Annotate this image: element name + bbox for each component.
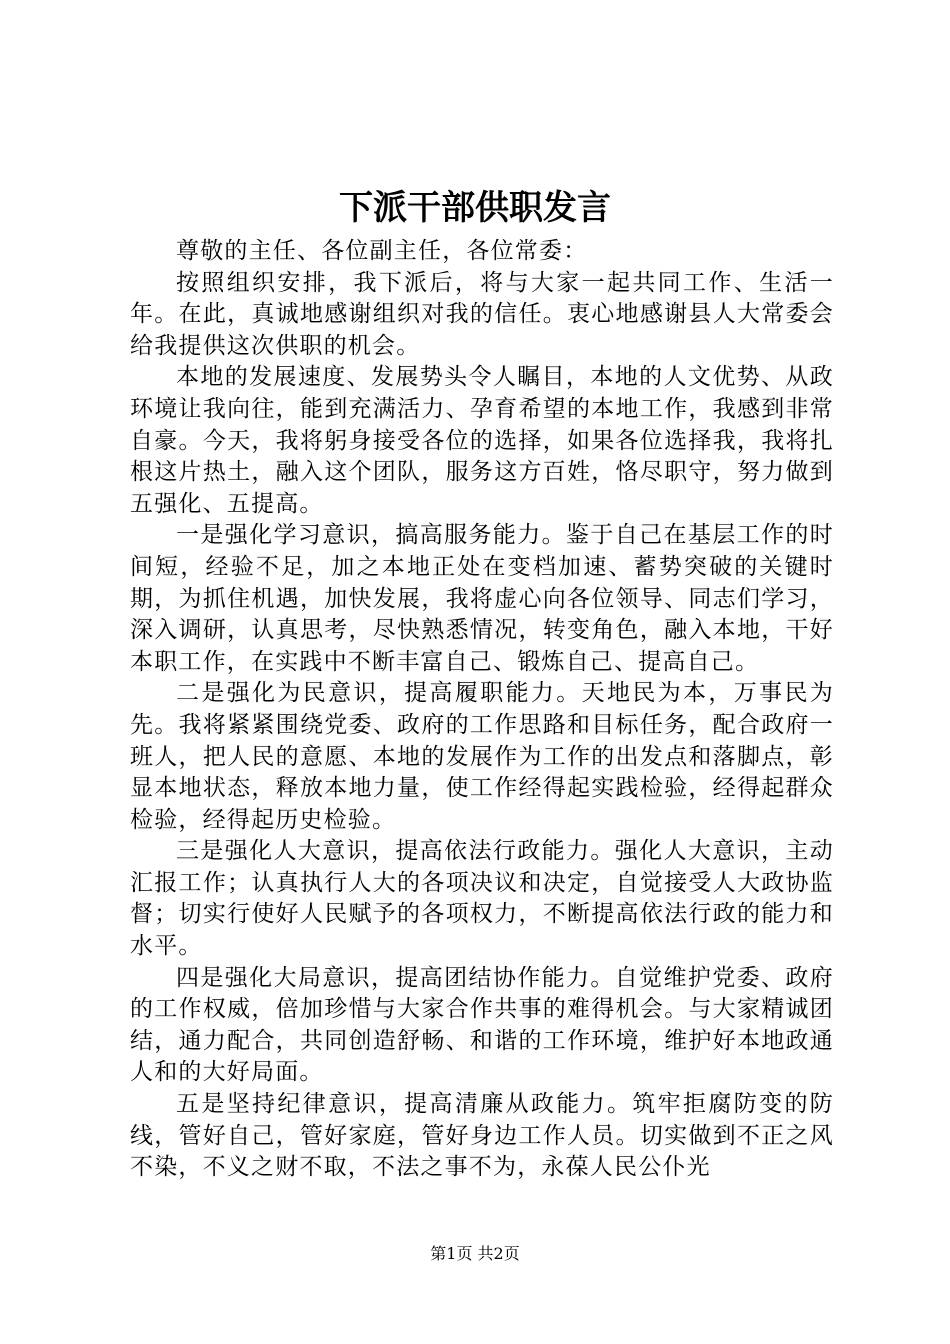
- paragraph: 一是强化学习意识，搞高服务能力。鉴于自己在基层工作的时间短，经验不足，加之本地正处在变档加速、蓄势突破的关键时期，为抓住机遇，加快发展，我将虚心向各位领导、同志们学习，深入调研，认真思考，尽快熟悉情况，转变角色，融入本地，干好本职工作，在实践中不断丰富自己、锻炼自己、提高自己。: [130, 522, 834, 675]
- document-title: 下派干部供职发言: [339, 188, 611, 228]
- paragraph: 三是强化人大意识，提高依法行政能力。强化人大意识，主动汇报工作；认真执行人大的各项决议和决定，自觉接受人大政协监督；切实行使好人民赋予的各项权力，不断提高依法行政的能力和水平。: [130, 838, 834, 960]
- paragraph: 本地的发展速度、发展势头令人瞩目，本地的人文优势、从政环境让我向往，能到充满活力、孕育希望的本地工作，我感到非常自豪。今天，我将躬身接受各位的选择，如果各位选择我，我将扎根这片热土，融入这个团队，服务这方百姓，恪尽职守，努力做到五强化、五提高。: [130, 364, 834, 517]
- page-footer: 第1页 共2页: [430, 1244, 520, 1263]
- paragraph: 二是强化为民意识，提高履职能力。天地民为本，万事民为先。我将紧紧围绕党委、政府的工作思路和目标任务，配合政府一班人，把人民的意愿、本地的发展作为工作的出发点和落脚点，彰显本地状态，释放本地力量，使工作经得起实践检验，经得起群众检验，经得起历史检验。: [130, 680, 834, 833]
- paragraph: 按照组织安排，我下派后，将与大家一起共同工作、生活一年。在此，真诚地感谢组织对我的信任。衷心地感谢县人大常委会给我提供这次供职的机会。: [130, 269, 834, 359]
- paragraph: 五是坚持纪律意识，提高清廉从政能力。筑牢拒腐防变的防线，管好自己，管好家庭，管好身边工作人员。切实做到不正之风不染，不义之财不取，不法之事不为，永葆人民公仆光: [130, 1091, 834, 1181]
- document-body: [130, 236, 834, 1184]
- paragraph: 四是强化大局意识，提高团结协作能力。自觉维护党委、政府的工作权威，倍加珍惜与大家合作共事的难得机会。与大家精诚团结，通力配合，共同创造舒畅、和谐的工作环境，维护好本地政通人和的大好局面。: [130, 964, 834, 1086]
- paragraph-salutation: 尊敬的主任、各位副主任，各位常委：: [176, 238, 588, 264]
